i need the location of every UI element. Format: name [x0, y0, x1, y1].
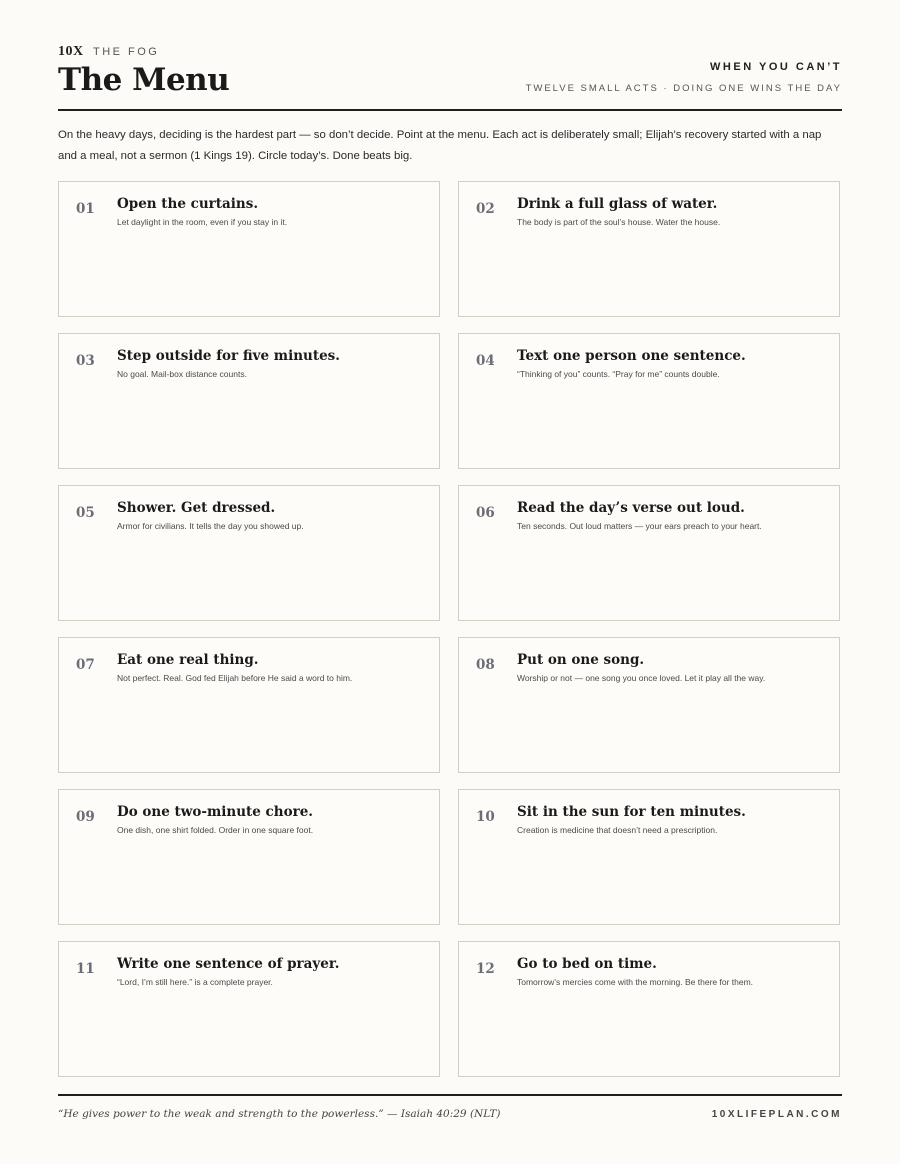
card-title: Go to bed on time.: [517, 956, 657, 972]
card-title: Text one person one sentence.: [517, 348, 746, 364]
menu-card[interactable]: [458, 637, 840, 773]
menu-card[interactable]: [458, 485, 840, 621]
brand-series: THE FOG: [92, 46, 160, 58]
menu-grid: [58, 181, 842, 1078]
card-title: Shower. Get dressed.: [117, 500, 276, 516]
card-number: 10: [476, 809, 495, 825]
card-number: 06: [476, 505, 495, 521]
card-number: 04: [476, 353, 495, 369]
page-title: The Menu: [58, 62, 230, 98]
brand: [58, 44, 159, 60]
card-description: The body is part of the soul’s house. Water the house.: [517, 217, 721, 227]
card-description: Let daylight in the room, even if you stay in it.: [117, 217, 288, 227]
menu-card[interactable]: [58, 941, 440, 1077]
menu-card[interactable]: [58, 485, 440, 621]
footer-divider: [58, 1094, 842, 1096]
menu-card[interactable]: [458, 181, 840, 317]
card-description: Not perfect. Real. God fed Elijah before He said a word to him.: [117, 673, 353, 683]
card-number: 01: [76, 201, 95, 217]
card-description: Armor for civilians. It tells the day you showed up.: [117, 521, 304, 531]
footer-website[interactable]: 10XLIFEPLAN.COM: [711, 1109, 842, 1120]
card-number: 11: [76, 961, 95, 977]
menu-card[interactable]: [58, 181, 440, 317]
menu-card[interactable]: [458, 789, 840, 925]
card-description: No goal. Mail-box distance counts.: [117, 369, 247, 379]
menu-card[interactable]: [58, 333, 440, 469]
card-description: One dish, one shirt folded. Order in one square foot.: [117, 825, 314, 835]
card-number: 12: [476, 961, 495, 977]
intro-paragraph: On the heavy days, deciding is the hardest part — so don’t decide. Point at the menu. Each act is deliberately small; Elijah’s recovery started with a nap and a meal, not a sermon (1 Kings 19). Circle today’s. Done beats big.: [58, 129, 822, 162]
page: [58, 0, 842, 1164]
menu-card[interactable]: [58, 637, 440, 773]
card-title: Open the curtains.: [117, 196, 259, 212]
menu-card[interactable]: [458, 941, 840, 1077]
menu-card[interactable]: [458, 333, 840, 469]
card-number: 09: [76, 809, 95, 825]
card-title: Do one two-minute chore.: [117, 804, 313, 820]
card-title: Eat one real thing.: [117, 652, 259, 668]
menu-card[interactable]: [58, 789, 440, 925]
card-description: “Lord, I’m still here.” is a complete prayer.: [117, 977, 273, 987]
card-description: “Thinking of you” counts. “Pray for me” counts double.: [517, 369, 720, 379]
card-description: Worship or not — one song you once loved. Let it play all the way.: [517, 673, 766, 683]
card-number: 08: [476, 657, 495, 673]
card-title: Step outside for five minutes.: [117, 348, 340, 364]
card-number: 05: [76, 505, 95, 521]
card-number: 03: [76, 353, 95, 369]
card-number: 02: [476, 201, 495, 217]
card-number: 07: [76, 657, 95, 673]
card-title: Put on one song.: [517, 652, 645, 668]
card-description: Tomorrow’s mercies come with the morning. Be there for them.: [517, 977, 754, 987]
header-divider: [58, 109, 842, 111]
card-description: Creation is medicine that doesn’t need a prescription.: [517, 825, 718, 835]
card-description: Ten seconds. Out loud matters — your ears preach to your heart.: [517, 521, 762, 531]
card-title: Sit in the sun for ten minutes.: [517, 804, 746, 820]
header-kicker: WHEN YOU CAN’T: [710, 61, 842, 73]
footer-quote: “He gives power to the weak and strength to the powerless.” — Isaiah 40:29 (NLT): [58, 1108, 501, 1120]
brand-logo: 10X: [58, 44, 84, 59]
card-title: Drink a full glass of water.: [517, 196, 718, 212]
card-title: Read the day’s verse out loud.: [517, 500, 745, 516]
header-tagline: TWELVE SMALL ACTS · DOING ONE WINS THE DAY: [525, 83, 842, 94]
card-title: Write one sentence of prayer.: [117, 956, 340, 972]
